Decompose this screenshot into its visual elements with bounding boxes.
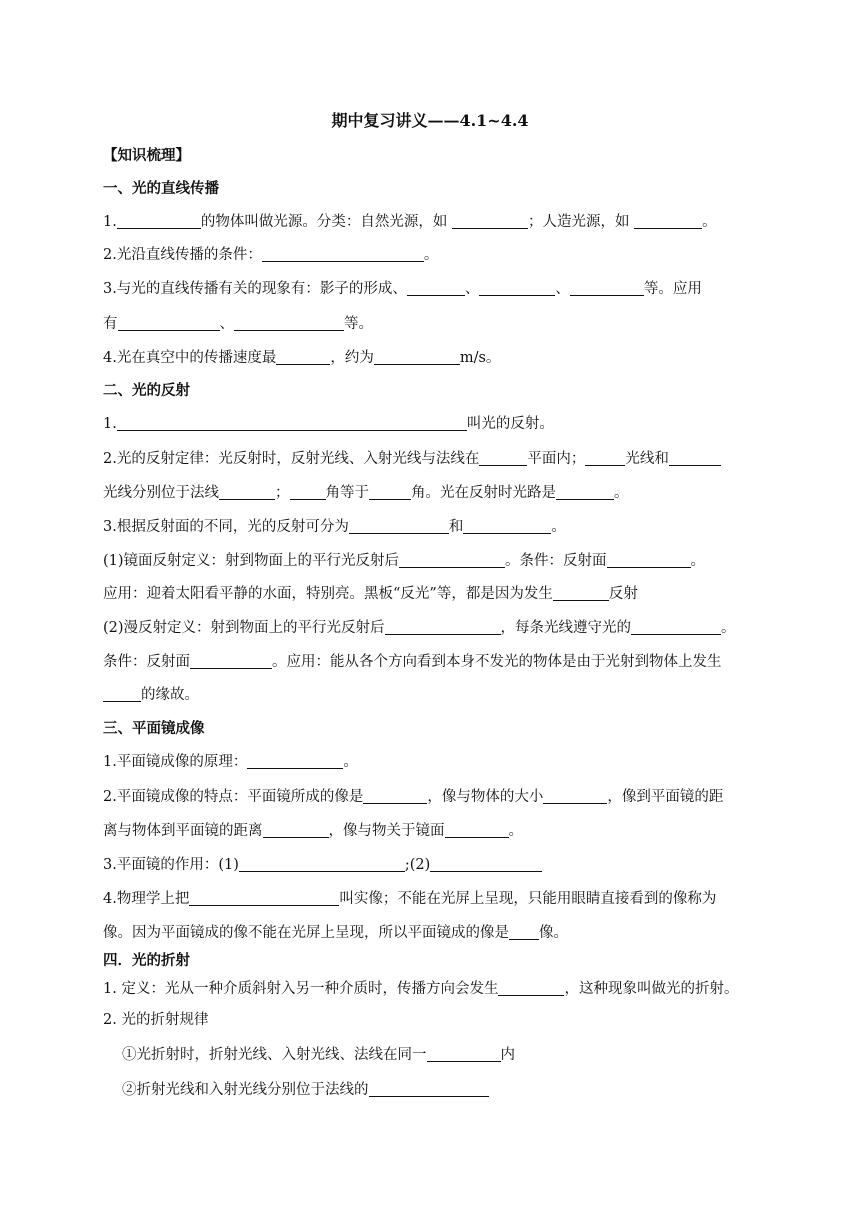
blank[interactable] xyxy=(607,552,691,568)
s1-line-2: 2.光沿直线传播的条件： 。 xyxy=(103,247,439,263)
blank[interactable] xyxy=(509,924,539,940)
blank[interactable] xyxy=(427,1046,501,1062)
s4-line-4: ②折射光线和入射光线分别位于法线的 xyxy=(122,1080,489,1100)
blank[interactable] xyxy=(553,585,609,601)
blank[interactable] xyxy=(263,822,329,838)
blank[interactable] xyxy=(479,280,555,296)
blank[interactable] xyxy=(189,890,339,906)
blank[interactable] xyxy=(369,1081,489,1097)
blank[interactable] xyxy=(290,484,326,500)
blank[interactable] xyxy=(190,653,272,669)
blank[interactable] xyxy=(543,788,607,804)
s2-line-9: 的缘故。 xyxy=(103,685,199,705)
s2-line-8: 条件：反射面 。应用：能从各个方向看到本身不发光的物体是由于光射到物体上发生 xyxy=(103,654,722,670)
s2-line-4: 3.根据反射面的不同，光的反射可分为 和 。 xyxy=(103,519,566,535)
blank[interactable] xyxy=(239,856,405,872)
s2-line-7: (2)漫反射定义：射到物面上的平行光反射后 ，每条光线遵守光的 。 xyxy=(103,620,736,636)
blank[interactable] xyxy=(669,450,721,466)
s3-line-6: 像。因为平面镜成的像不能在光屏上呈现，所以平面镜成的像是 像。 xyxy=(103,925,568,941)
blank[interactable] xyxy=(479,450,527,466)
knowledge-header: 【知识梳理】 xyxy=(103,147,190,164)
blank[interactable] xyxy=(407,280,465,296)
s2-line-2: 2.光的反射定律：光反射时，反射光线、入射光线与法线在 平面内； 光线和 xyxy=(103,449,721,469)
blank[interactable] xyxy=(363,788,427,804)
blank[interactable] xyxy=(262,246,424,262)
section-heading-1: 一、光的直线传播 xyxy=(103,180,219,197)
blank[interactable] xyxy=(117,213,201,229)
s1-line-5: 4.光在真空中的传播速度最 ，约为 m/s。 xyxy=(103,350,501,366)
s4-line-3: ①光折射时，折射光线、入射光线、法线在同一 内 xyxy=(122,1047,515,1063)
s3-line-3: 离与物体到平面镜的距离 ，像与物关于镜面 。 xyxy=(103,823,523,839)
s1-line-1: 1. 的物体叫做光源。分类：自然光源，如 ；人造光源，如 。 xyxy=(103,214,717,230)
s4-line-1: 1. 定义：光从一种介质斜射入另一种介质时，传播方向会发生 ，这种现象叫做光的折射。 xyxy=(103,981,739,997)
blank[interactable] xyxy=(445,822,509,838)
blank[interactable] xyxy=(498,980,564,996)
s2-line-3: 光线分别位于法线 ； 角等于 角。光在反射时光路是 。 xyxy=(103,485,629,501)
blank[interactable] xyxy=(452,213,528,229)
blank[interactable] xyxy=(385,619,501,635)
blank[interactable] xyxy=(463,518,551,534)
blank[interactable] xyxy=(276,349,330,365)
blank[interactable] xyxy=(556,484,614,500)
blank[interactable] xyxy=(247,753,343,769)
s2-line-5: (1)镜面反射定义：射到物面上的平行光反射后 。条件：反射面 。 xyxy=(103,553,706,569)
s3-line-1: 1.平面镜成像的原理： 。 xyxy=(103,754,358,770)
blank[interactable] xyxy=(631,619,721,635)
blank[interactable] xyxy=(219,484,275,500)
blank[interactable] xyxy=(374,349,460,365)
blank[interactable] xyxy=(430,856,542,872)
section-heading-3: 三、平面镜成像 xyxy=(103,720,205,737)
s3-line-5: 4.物理学上把 叫实像；不能在光屏上呈现，只能用眼睛直接看到的像称为 xyxy=(103,891,717,907)
s2-line-6: 应用：迎着太阳看平静的水面，特别亮。黑板“反光”等，都是因为发生 反射 xyxy=(103,586,638,602)
page-title: 期中复习讲义——4.1~4.4 xyxy=(331,111,529,130)
section-heading-4: 四．光的折射 xyxy=(103,952,190,969)
blank[interactable] xyxy=(634,213,702,229)
s4-line-2: 2. 光的折射规律 xyxy=(103,1012,209,1028)
blank[interactable] xyxy=(399,552,505,568)
blank[interactable] xyxy=(234,315,344,331)
blank[interactable] xyxy=(118,315,220,331)
blank[interactable] xyxy=(570,280,644,296)
s2-line-1: 1. 叫光的反射。 xyxy=(103,416,554,432)
blank[interactable] xyxy=(585,450,625,466)
s3-line-4: 3.平面镜的作用：(1) ;(2) xyxy=(103,855,542,875)
blank[interactable] xyxy=(117,415,467,431)
s3-line-2: 2.平面镜成像的特点：平面镜所成的像是 ，像与物体的大小 ，像到平面镜的距 xyxy=(103,789,724,805)
s1-line-3: 3.与光的直线传播有关的现象有：影子的形成、 、 、 等。应用 xyxy=(103,281,702,297)
blank[interactable] xyxy=(103,686,141,702)
blank[interactable] xyxy=(349,518,449,534)
blank[interactable] xyxy=(369,484,411,500)
s1-line-4: 有 、 等。 xyxy=(103,316,373,332)
section-heading-2: 二、光的反射 xyxy=(103,382,190,399)
